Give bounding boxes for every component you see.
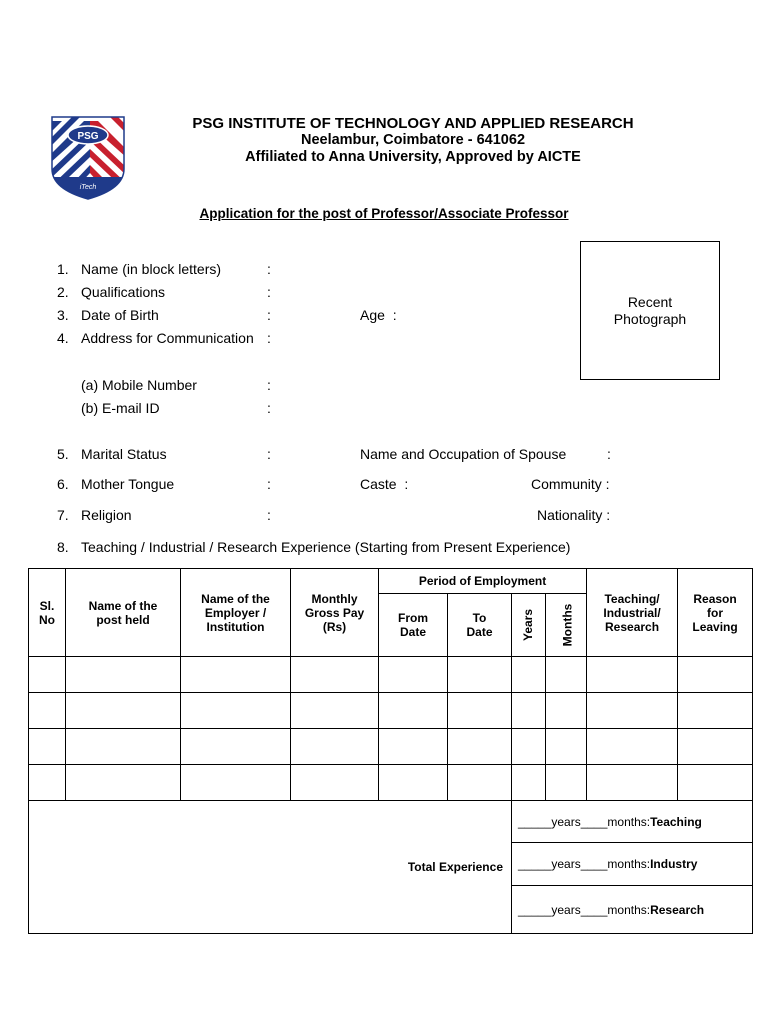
institute-affiliation: Affiliated to Anna University, Approved by AICTE (245, 149, 581, 165)
header-type-text: Teaching/ Industrial/ Research (603, 591, 661, 634)
table-cell[interactable] (512, 693, 546, 729)
field-1-number: 1. (57, 261, 69, 277)
table-cell[interactable] (291, 765, 379, 801)
total-teaching[interactable] (512, 801, 753, 843)
email-colon: : (267, 400, 271, 416)
table-cell[interactable] (66, 657, 181, 693)
photo-box-line2: Photograph (613, 310, 687, 327)
application-title (0, 206, 768, 221)
header-from-date-text: From Date (398, 611, 428, 639)
table-cell[interactable] (181, 657, 291, 693)
field-5-label: Marital Status (81, 446, 167, 462)
table-cell[interactable] (678, 765, 753, 801)
table-row (29, 765, 753, 801)
field-6-label: Mother Tongue (81, 476, 175, 492)
table-cell[interactable] (291, 693, 379, 729)
total-industry-kind: Industry (650, 857, 698, 871)
header-post-held-text: Name of the post held (88, 598, 158, 627)
field-3-number: 3. (57, 307, 69, 323)
caste-label: Caste : (360, 476, 409, 492)
field-8-number: 8. (57, 539, 69, 555)
header-from-date (379, 594, 448, 657)
nationality-label: Nationality : (537, 507, 611, 523)
application-title-text: Application for the post of Professor/Associate Professor (199, 206, 569, 221)
field-7-label: Religion (81, 507, 132, 523)
field-1-label: Name (in block letters) (81, 261, 222, 277)
table-cell[interactable] (448, 657, 512, 693)
table-cell[interactable] (587, 693, 678, 729)
field-6-number: 6. (57, 476, 69, 492)
table-cell[interactable] (29, 729, 66, 765)
table-cell[interactable] (29, 693, 66, 729)
field-5-colon: : (267, 446, 271, 462)
header-sl-no (29, 569, 66, 657)
header-employer (181, 569, 291, 657)
field-6-colon: : (267, 476, 271, 492)
table-cell[interactable] (181, 693, 291, 729)
table-cell[interactable] (678, 657, 753, 693)
table-cell[interactable] (448, 729, 512, 765)
table-cell[interactable] (512, 765, 546, 801)
psg-shield-logo (50, 113, 126, 201)
field-2-label: Qualifications (81, 284, 166, 300)
institute-address: Neelambur, Coimbatore - 641062 (300, 132, 526, 148)
photo-box-line1: Recent (627, 293, 673, 310)
experience-table (28, 568, 753, 934)
header-period-text: Period of Employment (418, 574, 547, 588)
logo-text-psg: PSG (77, 131, 99, 142)
table-cell[interactable] (587, 765, 678, 801)
table-row (29, 729, 753, 765)
table-cell[interactable] (29, 657, 66, 693)
field-5-number: 5. (57, 446, 69, 462)
total-experience-label-text: Total Experience (407, 860, 503, 874)
table-header-row-1 (29, 569, 753, 594)
header-gross-pay (291, 569, 379, 657)
header-type (587, 569, 678, 657)
field-4-colon: : (267, 330, 271, 346)
field-3-label: Date of Birth (81, 307, 159, 323)
header-reason (678, 569, 753, 657)
total-research-kind: Research (650, 902, 705, 917)
table-cell[interactable] (291, 657, 379, 693)
table-cell[interactable] (678, 729, 753, 765)
header-years (512, 594, 546, 657)
header-months-text: Months (560, 603, 575, 647)
table-cell[interactable] (678, 693, 753, 729)
photo-box (580, 241, 720, 380)
total-industry[interactable] (512, 843, 753, 886)
field-2-colon: : (267, 284, 271, 300)
community-label: Community : (531, 476, 610, 492)
email-label: (b) E-mail ID (81, 400, 160, 416)
table-cell[interactable] (546, 693, 587, 729)
table-cell[interactable] (379, 657, 448, 693)
table-cell[interactable] (291, 729, 379, 765)
total-experience-label (29, 801, 512, 934)
field-4-label: Address for Communication (81, 330, 254, 346)
spouse-label: Name and Occupation of Spouse (360, 446, 567, 462)
header-to-date (448, 594, 512, 657)
table-cell[interactable] (181, 729, 291, 765)
total-row-teaching (29, 801, 753, 843)
header-months (546, 594, 587, 657)
table-cell[interactable] (587, 657, 678, 693)
header-period (379, 569, 587, 594)
mobile-number-label: (a) Mobile Number (81, 377, 197, 393)
field-1-colon: : (267, 261, 271, 277)
total-teaching-kind: Teaching (650, 814, 702, 829)
total-industry-prefix: _____years____months: (518, 857, 651, 871)
institute-logo (50, 113, 126, 201)
field-7-colon: : (267, 507, 271, 523)
table-cell[interactable] (66, 765, 181, 801)
table-cell[interactable] (379, 693, 448, 729)
field-3-colon: : (267, 307, 271, 323)
header-to-date-text: To Date (466, 611, 493, 639)
field-4-number: 4. (57, 330, 69, 346)
table-cell[interactable] (66, 729, 181, 765)
header-years-text: Years (521, 608, 536, 642)
logo-text-itech: iTech (79, 184, 97, 191)
header-reason-text: Reason for Leaving (692, 591, 738, 634)
total-research-prefix: _____years____months: (518, 902, 651, 917)
header-sl-no-text: Sl. No (39, 598, 55, 627)
field-8-label: Teaching / Industrial / Research Experience (Starting from Present Experience) (81, 539, 571, 555)
total-teaching-prefix: _____years____months: (518, 814, 651, 829)
table-cell[interactable] (29, 765, 66, 801)
table-row (29, 657, 753, 693)
table-cell[interactable] (512, 657, 546, 693)
table-cell[interactable] (448, 693, 512, 729)
spouse-colon: : (607, 446, 611, 462)
table-cell[interactable] (379, 765, 448, 801)
table-cell[interactable] (379, 729, 448, 765)
total-research[interactable] (512, 886, 753, 934)
table-cell[interactable] (587, 729, 678, 765)
table-cell[interactable] (546, 657, 587, 693)
table-row (29, 693, 753, 729)
field-2-number: 2. (57, 284, 69, 300)
field-7-number: 7. (57, 507, 69, 523)
institute-name: PSG INSTITUTE OF TECHNOLOGY AND APPLIED RESEARCH (192, 115, 634, 132)
header-employer-text: Name of the Employer / Institution (201, 591, 270, 634)
header-gross-pay-text: Monthly Gross Pay (Rs) (304, 591, 365, 634)
mobile-number-colon: : (267, 377, 271, 393)
table-cell[interactable] (448, 765, 512, 801)
header-post-held (66, 569, 181, 657)
table-cell[interactable] (546, 765, 587, 801)
age-label: Age : (360, 307, 397, 323)
table-cell[interactable] (546, 729, 587, 765)
table-cell[interactable] (512, 729, 546, 765)
table-cell[interactable] (181, 765, 291, 801)
table-cell[interactable] (66, 693, 181, 729)
